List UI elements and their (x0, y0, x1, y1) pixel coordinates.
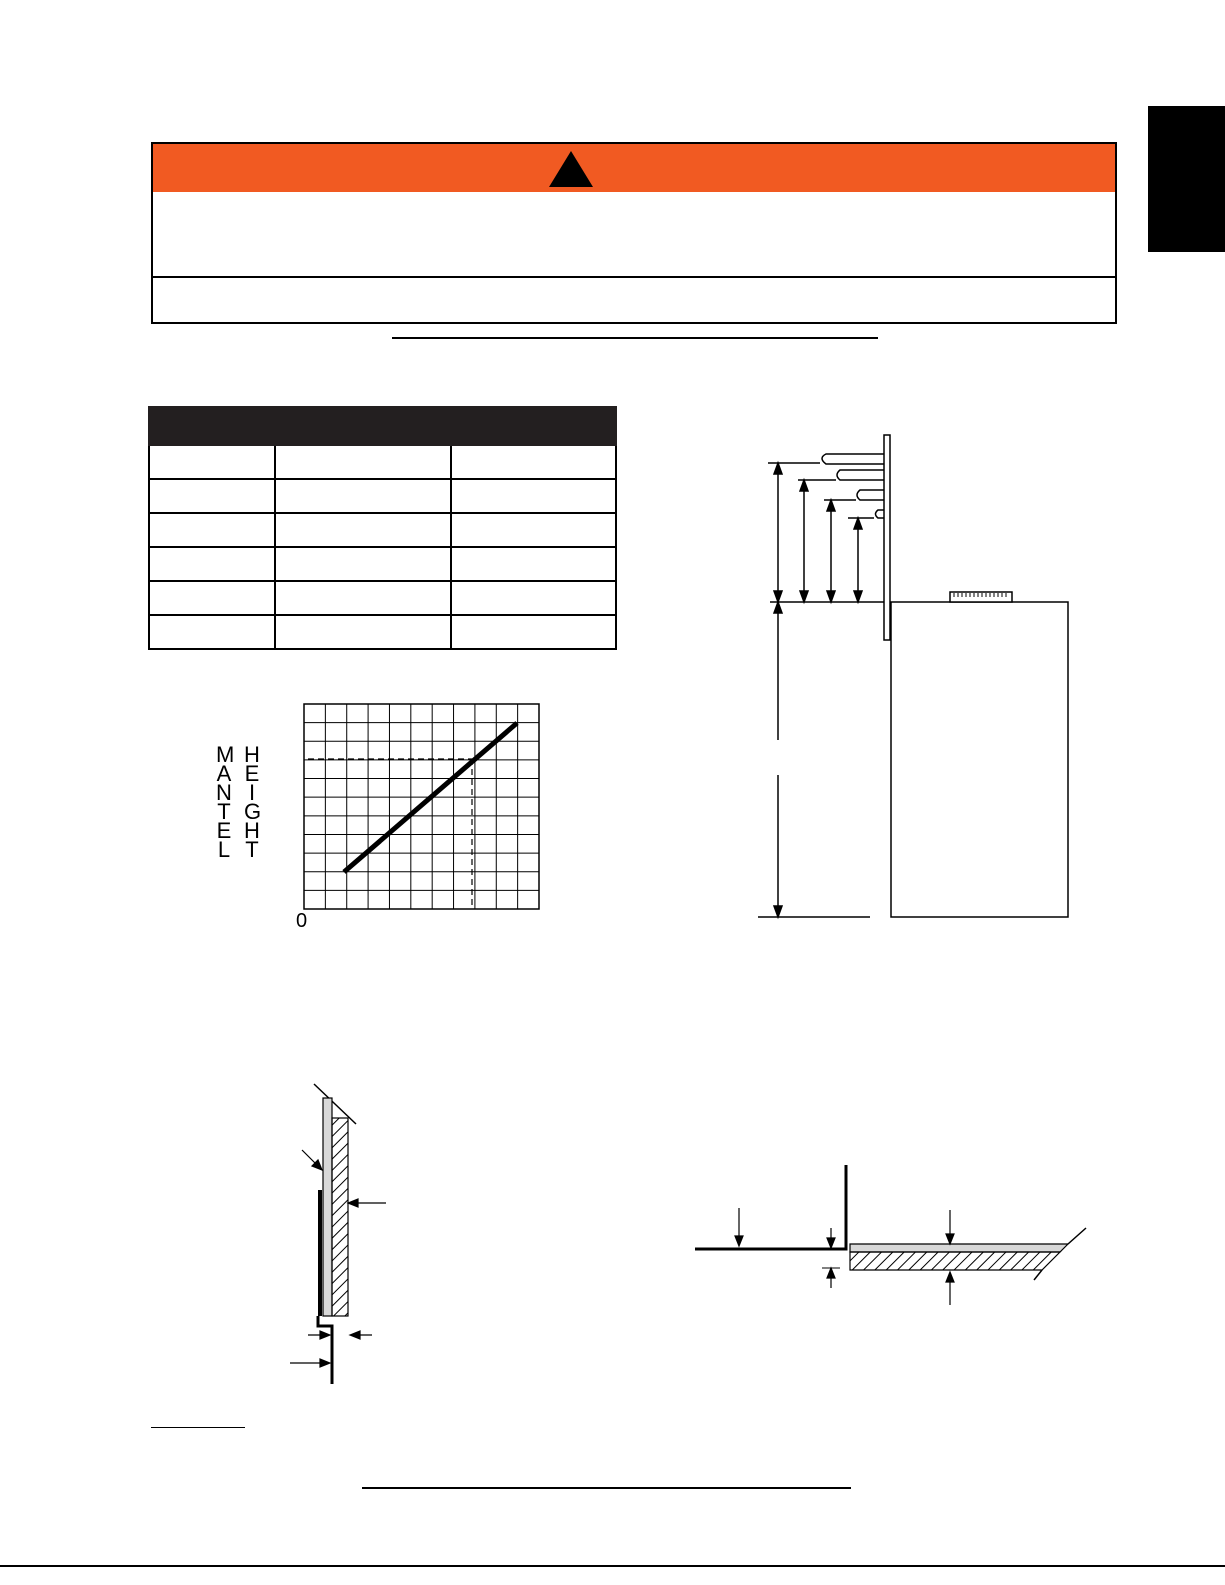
combustible-layer (332, 1118, 348, 1316)
table-cell (451, 615, 616, 649)
mantel-shelf-4 (876, 510, 885, 518)
wall-section-detail-diagram (284, 1082, 404, 1387)
table-header-cell (451, 407, 616, 445)
fireplace-body (891, 602, 1068, 917)
table-row (149, 479, 616, 513)
table-cell (451, 547, 616, 581)
table-header-row (149, 407, 616, 445)
mantel-height-chart (304, 704, 540, 910)
table-cell (275, 445, 451, 479)
clearance-table (148, 406, 617, 650)
table-cell (275, 479, 451, 513)
mantel-label-text: MANTEL (216, 742, 235, 862)
warning-box (151, 142, 1117, 324)
hearth-detail-diagram (690, 1160, 1100, 1310)
wall-section (884, 435, 890, 640)
table-header-cell (149, 407, 275, 445)
table-row (149, 615, 616, 649)
bottom-rule (362, 1487, 851, 1489)
table-cell (149, 479, 275, 513)
table-cell (451, 445, 616, 479)
mantel-shelf-1 (822, 454, 884, 464)
height-label-text: HEIGHT (244, 742, 262, 862)
facing-layer (323, 1098, 332, 1316)
table-cell (451, 513, 616, 547)
section-tab (1148, 106, 1225, 252)
mantel-shelf-2 (837, 470, 884, 480)
warning-divider (153, 276, 1115, 278)
mantel-clearance-elevation-diagram (740, 430, 1085, 925)
top-vent (950, 592, 1012, 602)
mantel-shelf-3 (857, 490, 884, 500)
hearth-top-layer (850, 1244, 1068, 1252)
trim-strip (318, 1190, 322, 1316)
mantel-label (213, 742, 235, 862)
origin-label: 0 (296, 910, 308, 932)
table-header-cell (275, 407, 451, 445)
table-cell (275, 513, 451, 547)
table-cell (149, 445, 275, 479)
table-cell (149, 615, 275, 649)
footer-line (0, 1565, 1225, 1567)
table-cell (451, 479, 616, 513)
hearth-base-layer (850, 1252, 1060, 1270)
table-row (149, 513, 616, 547)
table-cell (149, 547, 275, 581)
table-cell (275, 547, 451, 581)
warning-triangle-icon (547, 149, 595, 189)
height-label (241, 742, 263, 862)
table-row (149, 581, 616, 615)
warning-banner (153, 144, 1115, 192)
table-row (149, 547, 616, 581)
table-cell (275, 581, 451, 615)
table-cell (451, 581, 616, 615)
section-heading-underline (392, 337, 878, 339)
table-cell (149, 513, 275, 547)
note-heading-underline (151, 1427, 245, 1428)
table-cell (275, 615, 451, 649)
table-cell (149, 581, 275, 615)
table-row (149, 445, 616, 479)
